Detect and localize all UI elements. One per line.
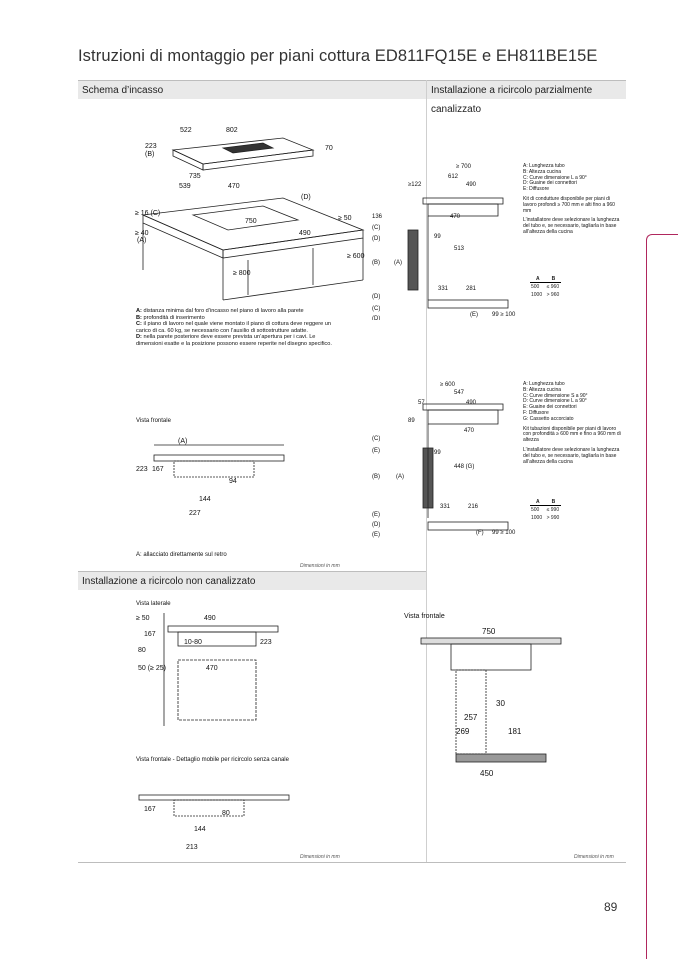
svg-text:80: 80 [138,647,146,654]
svg-text:281: 281 [466,286,477,292]
svg-text:144: 144 [194,826,206,833]
svg-text:(E): (E) [470,312,478,318]
svg-text:450: 450 [480,769,494,778]
dimensioni-label-3: Dimensioni in mm [574,854,614,860]
svg-text:612: 612 [448,174,459,180]
svg-text:(B): (B) [372,474,380,480]
svg-text:(E): (E) [372,448,380,454]
svg-text:547: 547 [454,390,465,396]
svg-text:167: 167 [144,806,156,813]
svg-text:735: 735 [189,173,201,180]
svg-text:216: 216 [468,504,479,510]
svg-text:(A): (A) [394,260,402,266]
svg-text:(B): (B) [145,151,155,158]
svg-text:(D): (D) [372,316,381,320]
svg-text:213: 213 [186,844,198,851]
svg-text:470: 470 [464,428,475,434]
svg-text:269: 269 [456,727,470,736]
svg-text:99 ≥ 100: 99 ≥ 100 [492,312,516,318]
page-number: 89 [604,900,618,914]
side-view-drawing [134,608,284,728]
svg-text:(B): (B) [372,260,380,266]
partial-duct-diagram-1 [368,160,518,320]
section-header-non-canalizzato: Installazione a ricircolo non canalizzato [78,571,426,590]
svg-text:≥ 700: ≥ 700 [456,164,471,170]
svg-text:99: 99 [434,450,441,456]
svg-text:(C): (C) [372,436,381,442]
svg-text:30: 30 [496,699,505,708]
svg-text:70: 70 [325,145,333,152]
svg-text:(A): (A) [178,438,188,445]
svg-text:(C): (C) [372,306,381,312]
svg-text:802: 802 [226,127,238,134]
section-header-parziale: Installazione a ricircolo parzialmente canalizzato [427,80,626,99]
svg-text:539: 539 [179,183,191,190]
legend-item-a: A: distanza minima dal foro d’incasso nel piano di lavoro alla parete [136,308,304,314]
svg-text:490: 490 [466,400,477,406]
table-diagram-2: A B 500 ≤ 990 1000 > 990 [531,499,560,521]
svg-text:181: 181 [508,727,522,736]
dimensioni-label-2: Dimensioni in mm [300,854,340,860]
svg-text:80: 80 [222,810,230,817]
svg-text:513: 513 [454,246,465,252]
front-view-duct-drawing [416,620,566,780]
svg-text:94: 94 [229,478,237,485]
svg-text:≥ 16 (C): ≥ 16 (C) [135,210,161,217]
svg-text:(D): (D) [372,522,381,528]
svg-text:99: 99 [434,234,441,240]
svg-text:10-80: 10-80 [184,639,202,646]
svg-text:(F): (F) [476,530,484,536]
legend-item-c: C: il piano di lavoro nel quale viene montato il piano di cottura deve reggere un carico di ca. 60 kg, se necessario con l’ausilio di sottostrutture adatte. [136,321,331,334]
isometric-cutout-drawing [133,120,373,305]
svg-text:≥ 600: ≥ 600 [440,382,455,388]
svg-text:167: 167 [152,466,164,473]
front-view-drawing [134,435,294,520]
table-diagram-1: A B 500 ≤ 960 1000 > 960 [531,276,560,298]
svg-text:750: 750 [245,218,257,225]
vista-frontale-right-label: Vista frontale [404,613,445,620]
svg-text:223: 223 [145,143,157,150]
svg-text:522: 522 [180,127,192,134]
allacciato-note: A: allacciato direttamente sul retro [136,552,227,558]
svg-text:(D): (D) [372,236,381,242]
svg-text:≥122: ≥122 [408,182,422,188]
vista-frontale-label: Vista frontale [136,418,171,424]
svg-text:448 (G): 448 (G) [454,464,475,470]
svg-text:57: 57 [418,400,425,406]
svg-text:≥ 50: ≥ 50 [338,215,352,222]
svg-text:50 (≥ 25): 50 (≥ 25) [138,665,166,672]
svg-text:(D): (D) [372,294,381,300]
svg-text:223: 223 [136,466,148,473]
svg-text:490: 490 [204,615,216,622]
svg-text:257: 257 [464,713,478,722]
svg-text:99 ≥ 100: 99 ≥ 100 [492,530,516,536]
frame-bottom-line [78,862,626,863]
svg-text:490: 490 [466,182,477,188]
legend-item-b: B: profondità di inserimento [136,314,205,321]
svg-text:≥ 40: ≥ 40 [135,230,149,237]
svg-text:136: 136 [372,214,383,220]
schema-legend [136,308,336,348]
svg-text:≥ 50: ≥ 50 [136,615,150,622]
page-edge-accent [646,234,678,959]
vista-laterale-label: Vista laterale [136,601,171,607]
legend-diagram-2: A: Lunghezza tubo B: Altezza cucina C: Curve dimensione S a 90° D: Curve dimensione L a 90° E: Guaine dei connettori F: Diffusore G: Cassetto accorciato Kit tubazioni disponibile per piani di lavoro con profondità ≥ 600 mm e fino a 960 mm di altezza L’installatore deve selezionare la lunghezza del tubo e, se necessario, tagliarla in base all’altezza della cucina [523,381,621,465]
svg-text:470: 470 [206,665,218,672]
instruction-frame [78,80,626,863]
svg-text:144: 144 [199,496,211,503]
svg-text:750: 750 [482,627,496,636]
svg-text:470: 470 [228,183,240,190]
svg-text:470: 470 [450,214,461,220]
svg-text:(E): (E) [372,512,380,518]
svg-text:≥ 800: ≥ 800 [233,270,251,277]
svg-text:(C): (C) [372,225,381,231]
svg-text:490: 490 [299,230,311,237]
legend-item-d: D: nella parete posteriore deve essere prevista un’apertura per i cavi. Le dimensioni esatte e la posizione possono essere reperite nel disegno specifico. [136,334,332,347]
section-header-schema: Schema d’incasso [78,80,426,99]
detail-front-drawing [134,783,294,853]
page-title: Istruzioni di montaggio per piani cottura ED811FQ15E e EH811BE15E [78,47,598,65]
svg-text:(A): (A) [137,237,147,244]
dettaglio-label: Vista frontale - Dettaglio mobile per ricircolo senza canale [136,757,289,763]
svg-text:167: 167 [144,631,156,638]
svg-text:331: 331 [438,286,449,292]
svg-text:(D): (D) [301,194,311,201]
svg-text:227: 227 [189,510,201,517]
svg-text:≥ 600: ≥ 600 [347,253,365,260]
svg-text:89: 89 [408,418,415,424]
svg-text:223: 223 [260,639,272,646]
partial-duct-diagram-2 [368,378,518,543]
svg-text:(A): (A) [396,474,404,480]
svg-text:(E): (E) [372,532,380,538]
svg-text:331: 331 [440,504,451,510]
legend-diagram-1: A: Lunghezza tubo B: Altezza cucina C: Curve dimensione L a 90° D: Guaine dei connettori E: Diffusore Kit di condutture disponibile per piani di lavoro profondi ≥ 700 mm e alti fino a 960 mm L’installatore deve selezionare la lunghezza del tubo e, se necessario, tagliarla in base all’altezza della cucina [523,163,620,235]
dimensioni-label-1: Dimensioni in mm [300,563,340,569]
